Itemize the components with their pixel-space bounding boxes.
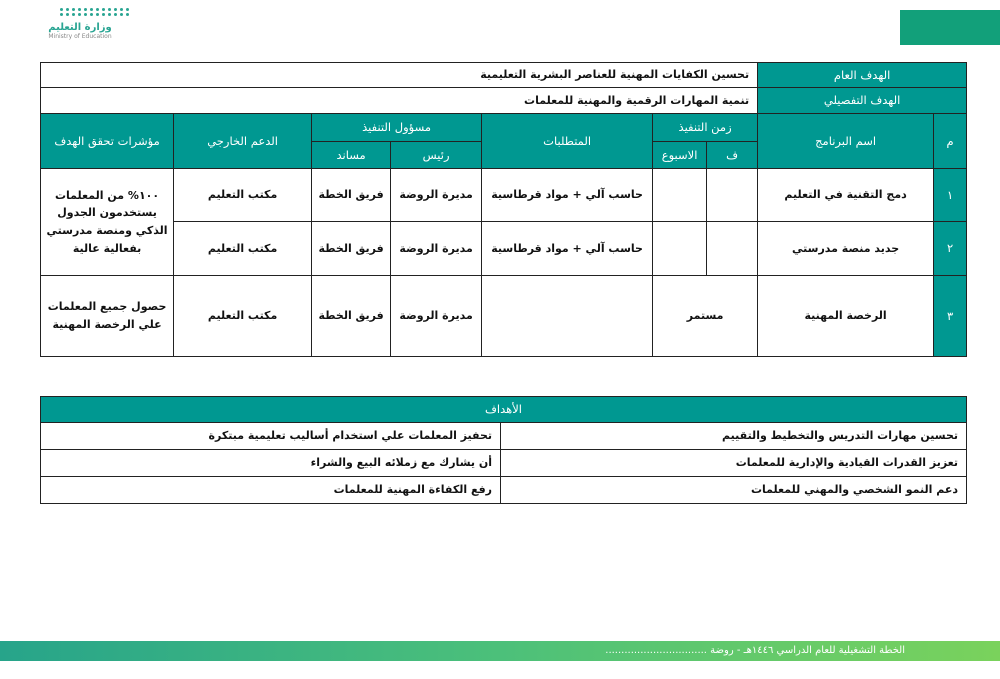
main-responsible: مديرة الروضة — [391, 169, 482, 222]
goal-item: رفع الكفاءة المهنية للمعلمات — [41, 477, 501, 504]
main-responsible: مديرة الروضة — [391, 276, 482, 357]
table-row — [41, 222, 967, 276]
goal-item: تعزيز القدرات القيادية والإدارية للمعلمات — [501, 450, 967, 477]
header-indicators: مؤشرات تحقق الهدف — [41, 114, 174, 169]
goal-item: دعم النمو الشخصي والمهني للمعلمات — [501, 477, 967, 504]
header-program: اسم البرنامج — [758, 114, 934, 169]
external-support: مكتب التعليم — [174, 222, 312, 276]
logo-english: Ministry of Education — [48, 33, 112, 40]
goals-row — [41, 477, 967, 504]
goals-title: الأهداف — [41, 397, 967, 423]
row-num: ١ — [934, 169, 967, 222]
requirements-cell — [482, 276, 653, 357]
table-row — [41, 276, 967, 357]
detailed-goal-value: تنمية المهارات الرقمية والمهنية للمعلمات — [41, 88, 758, 114]
indicator-cell: حصول جميع المعلمات علي الرخصة المهنية — [41, 276, 174, 357]
goal-item: أن يشارك مع زملائه البيع والشراء — [41, 450, 501, 477]
program-name: دمج التقنية في التعليم — [758, 169, 934, 222]
general-goal-label: الهدف العام — [758, 63, 967, 88]
goals-row — [41, 423, 967, 450]
week-cell — [653, 222, 707, 276]
goal-item: تحسين مهارات التدريس والتخطيط والتقييم — [501, 423, 967, 450]
header-num: م — [934, 114, 967, 169]
assistant-responsible: فريق الخطة — [312, 222, 391, 276]
logo-dots-icon — [70, 8, 120, 16]
header-week: الاسبوع — [653, 142, 707, 169]
logo-arabic: وزارة التعليم — [48, 22, 112, 33]
corner-decoration — [900, 10, 1000, 45]
goals-table — [40, 396, 967, 504]
goal-item: تحفيز المعلمات علي استخدام أساليب تعليمية مبتكرة — [41, 423, 501, 450]
requirements-cell: حاسب آلي + مواد قرطاسية — [482, 222, 653, 276]
assistant-responsible: فريق الخطة — [312, 169, 391, 222]
header-assistant: مساند — [312, 142, 391, 169]
main-responsible: مديرة الروضة — [391, 222, 482, 276]
assistant-responsible: فريق الخطة — [312, 276, 391, 357]
term-cell — [707, 169, 758, 222]
indicator-cell: ١٠٠% من المعلمات يستخدمون الجدول الذكي ومنصة مدرستي بفعالية عالية — [41, 169, 174, 276]
header-responsible: مسؤول التنفيذ — [312, 114, 482, 142]
week-cell — [653, 169, 707, 222]
term-cell — [707, 222, 758, 276]
header-main: رئيس — [391, 142, 482, 169]
footer-bar — [0, 641, 1000, 661]
program-table — [40, 62, 967, 357]
ministry-logo — [40, 6, 120, 54]
row-num: ٢ — [934, 222, 967, 276]
external-support: مكتب التعليم — [174, 169, 312, 222]
time-cell: مستمر — [653, 276, 758, 357]
requirements-cell: حاسب آلي + مواد قرطاسية — [482, 169, 653, 222]
table-row — [41, 169, 967, 222]
header-support: الدعم الخارجي — [174, 114, 312, 169]
header-requirements: المتطلبات — [482, 114, 653, 169]
goals-row — [41, 450, 967, 477]
header-time: زمن التنفيذ — [653, 114, 758, 142]
detailed-goal-label: الهدف التفصيلي — [758, 88, 967, 114]
row-num: ٣ — [934, 276, 967, 357]
program-name: الرخصة المهنية — [758, 276, 934, 357]
program-name: جديد منصة مدرستي — [758, 222, 934, 276]
header-term: ف — [707, 142, 758, 169]
external-support: مكتب التعليم — [174, 276, 312, 357]
general-goal-value: تحسين الكفايات المهنية للعناصر البشرية التعليمية — [41, 63, 758, 88]
footer-text: الخطة التشغيلية للعام الدراسي ١٤٤٦هـ - روضة ................................ — [605, 645, 905, 656]
